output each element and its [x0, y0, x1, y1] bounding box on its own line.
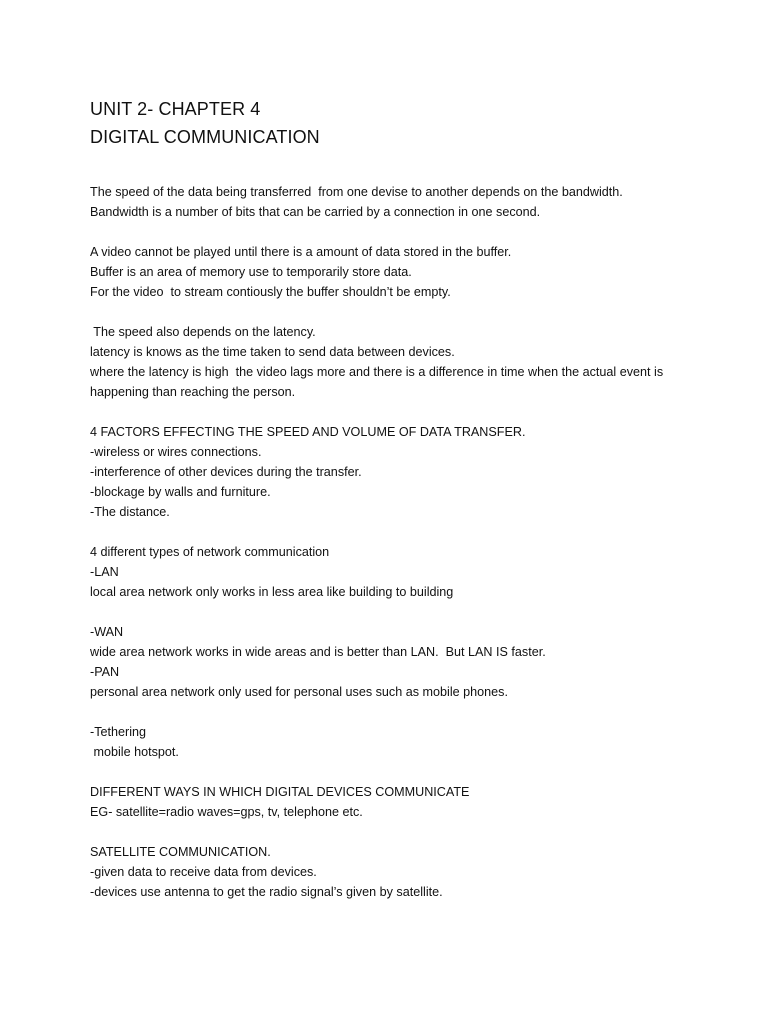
list-item: -The distance. — [90, 505, 170, 519]
list-item: -wireless or wires connections. — [90, 445, 262, 459]
blank-line — [90, 702, 690, 722]
document-body — [90, 182, 690, 902]
blank-line — [90, 222, 690, 242]
body-line: A video cannot be played until there is a amount of data stored in the buffer. — [90, 245, 512, 259]
body-line: where the latency is high the video lags more and there is a difference in time when the actual event is — [90, 365, 664, 379]
body-line: The speed also depends on the latency. — [90, 325, 316, 339]
body-line: Bandwidth is a number of bits that can be carried by a connection in one second. — [90, 205, 541, 219]
body-line: wide area network works in wide areas and is better than LAN. But LAN IS faster. — [90, 645, 546, 659]
blank-line — [90, 402, 690, 422]
body-line: mobile hotspot. — [90, 745, 179, 759]
list-item: -Tethering — [90, 725, 147, 739]
section-heading: SATELLITE COMMUNICATION. — [90, 845, 271, 859]
body-line: local area network only works in less area like building to building — [90, 585, 454, 599]
section-heading: DIFFERENT WAYS IN WHICH DIGITAL DEVICES COMMUNICATE — [90, 785, 470, 799]
list-item: -interference of other devices during the transfer. — [90, 465, 362, 479]
list-item: -given data to receive data from devices. — [90, 865, 317, 879]
list-item: -blockage by walls and furniture. — [90, 485, 271, 499]
list-item: -WAN — [90, 625, 124, 639]
body-line: latency is knows as the time taken to send data between devices. — [90, 345, 455, 359]
section-heading: 4 FACTORS EFFECTING THE SPEED AND VOLUME OF DATA TRANSFER. — [90, 425, 526, 439]
body-line: Buffer is an area of memory use to temporarily store data. — [90, 265, 412, 279]
blank-line — [90, 522, 690, 542]
body-line: For the video to stream contiously the buffer shouldn’t be empty. — [90, 285, 451, 299]
blank-line — [90, 822, 690, 842]
blank-line — [90, 602, 690, 622]
body-line: The speed of the data being transferred from one devise to another depends on the bandwidth. — [90, 185, 623, 199]
body-line: personal area network only used for personal uses such as mobile phones. — [90, 685, 508, 699]
body-line: EG- satellite=radio waves=gps, tv, telephone etc. — [90, 805, 363, 819]
blank-line — [90, 302, 690, 322]
list-item: -devices use antenna to get the radio signal’s given by satellite. — [90, 885, 443, 899]
title-line-topic: DIGITAL COMMUNICATION — [90, 127, 320, 147]
document-title — [90, 95, 320, 151]
list-item: -PAN — [90, 665, 120, 679]
body-line: happening than reaching the person. — [90, 385, 296, 399]
title-line-unit: UNIT 2- CHAPTER 4 — [90, 99, 261, 119]
list-item: -LAN — [90, 565, 119, 579]
blank-line — [90, 762, 690, 782]
section-heading: 4 different types of network communication — [90, 545, 330, 559]
